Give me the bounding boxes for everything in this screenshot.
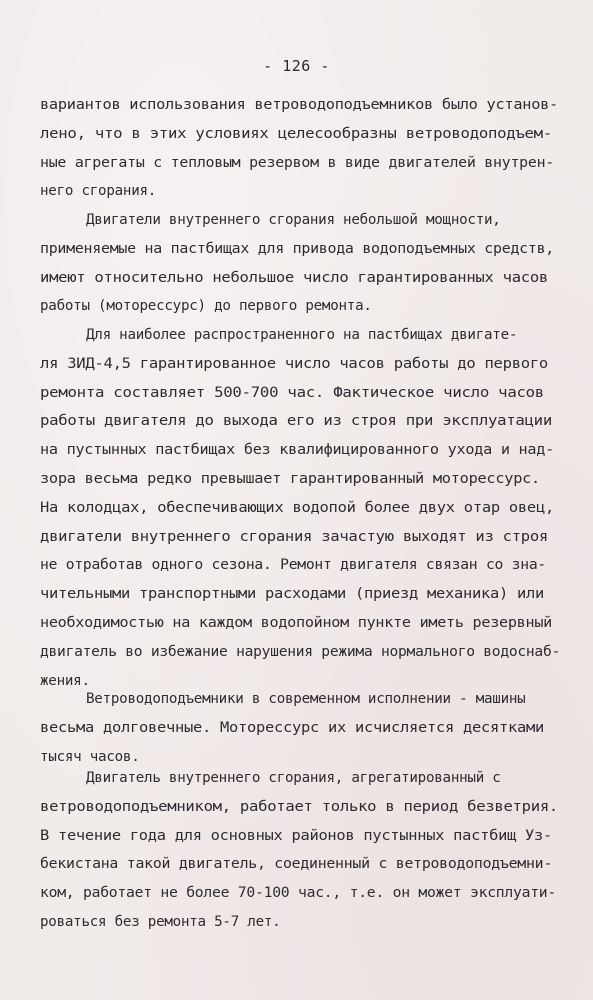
page-number: - 126 -	[263, 57, 330, 75]
text-line: Ветроводоподъемники в современном исполнении - машины	[86, 691, 526, 707]
text-line: ные агрегаты с тепловым резервом в виде двигателей внутрен-	[40, 154, 555, 171]
text-line: ветроводоподъемником, работает только в период безветрия.	[40, 798, 558, 815]
text-line: Двигатели внутреннего сгорания небольшой мощности,	[86, 212, 501, 228]
text-line: применяемые на пастбищах для привода водоподъемных средств,	[40, 240, 555, 257]
text-line: на пустынных пастбищах без квалифицированного ухода и над-	[40, 442, 555, 459]
text-line: чительными транспортными расходами (приезд механика) или	[40, 586, 544, 603]
text-line: зора весьма редко превышает гарантированный моторессурс.	[40, 471, 541, 487]
text-line: жения.	[40, 672, 90, 689]
text-line: вариантов использования ветроводоподъемников было установ-	[40, 97, 559, 113]
text-line: На колодцах, обеспечивающих водопой более двух отар овец,	[40, 499, 554, 516]
text-line: ремонта составляет 500-700 час. Фактическое число часов	[40, 384, 544, 401]
text-line: имеют относительно небольшое число гарантированных часов	[40, 269, 548, 286]
text-line: Для наиболее распространенного на пастбищах двигате-	[86, 327, 518, 343]
text-line: двигатели внутреннего сгорания зачастую выходят из строя	[40, 528, 548, 545]
text-line: тысяч часов.	[40, 748, 140, 765]
text-line: роваться без ремонта 5-7 лет.	[40, 914, 281, 930]
text-line: ля ЗИД-4,5 гарантированное число часов работы до первого	[40, 355, 548, 372]
text-line: работы (моторессурс) до первого ремонта.	[40, 298, 372, 315]
text-line: лено, что в этих условиях целесообразны ветроводоподъем-	[40, 125, 552, 142]
text-line: работы двигателя до выхода его из строя при эксплуатации	[40, 413, 552, 430]
text-line: весьма долговечные. Моторессурс их исчисляется десятками	[40, 719, 544, 736]
text-line: Двигатель внутреннего сгорания, агрегатированный с	[86, 770, 501, 786]
text-line: бекистана такой двигатель, соединенный с ветроводоподъемни-	[40, 856, 553, 873]
text-line: В течение года для основных районов пустынных пастбищ Уз-	[40, 827, 552, 844]
text-line: двигатель во избежание нарушения режима нормального водоснаб-	[40, 643, 561, 660]
text-line: него сгорания.	[40, 183, 157, 200]
text-line: необходимостью на каждом водопойном пункте иметь резервный	[40, 615, 552, 631]
text-line: ком, работает не более 70-100 час., т.е. он может эксплуати-	[40, 885, 557, 902]
text-line: не отработав одного сезона. Ремонт двигателя связан со зна-	[40, 557, 546, 574]
